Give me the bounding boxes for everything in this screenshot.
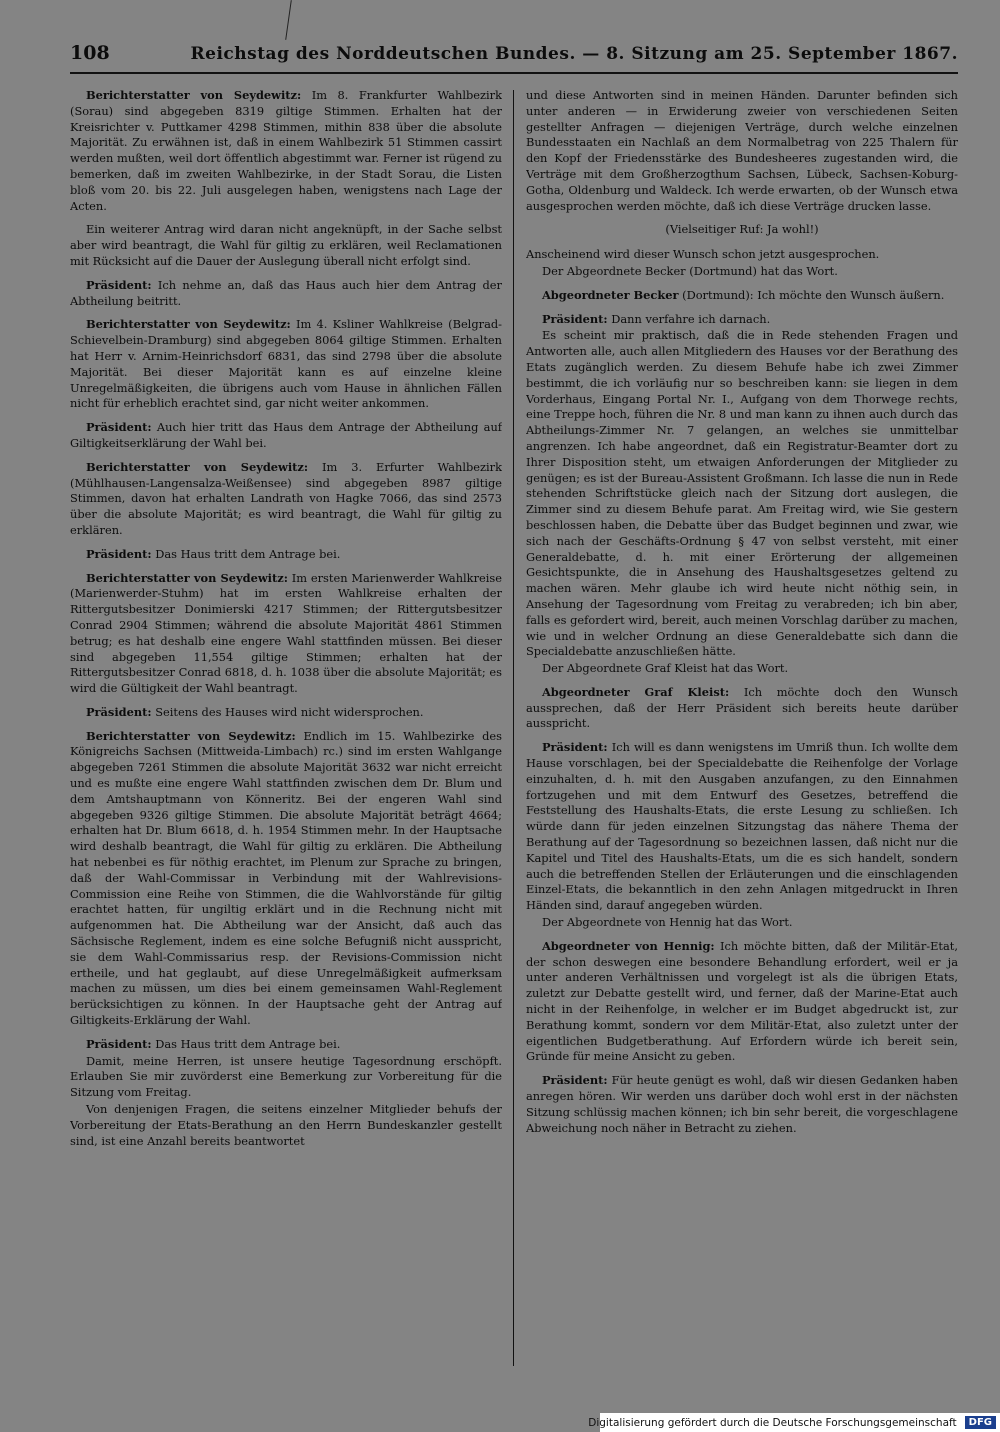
paragraph — [70, 317, 502, 412]
paragraph-text: Von denjenigen Fragen, die seitens einzelner Mitglieder behufs der Vorbereitung der Etats-Berathung an den Herrn Bundeskanzler gestellt sind, ist eine Anzahl bereits beantwortet — [70, 1102, 502, 1148]
column-divider — [513, 90, 514, 1366]
speaker-name: Abgeordneter Graf Kleist: — [541, 684, 730, 699]
paragraph-text: Ich möchte bitten, daß der Militär-Etat, der schon deswegen eine besondere Behandlung erfordert, weil er ja unter anderen Verhältnissen und vorgelegt ist als die übrigen Etats, zuletzt zur Debatte gestellt wird, und ferner, daß der Marine-Etat auch nicht in der Reihenfolge, in welcher er im Budget abgedruckt ist, zur Berathung kommt, sondern vor dem Militär-Etat, also zuletzt unter der eigentlichen Budgetberathung. Auf Erfordern würde ich bereit sein, Gründe für meine Ansicht zu geben. — [526, 938, 958, 1064]
paragraph-text: Seitens des Hauses wird nicht widersprochen. — [151, 704, 424, 719]
paragraph — [70, 1054, 502, 1101]
paragraph — [70, 1102, 502, 1149]
dfg-credit-text: Digitalisierung gefördert durch die Deutsche Forschungsgemeinschaft — [588, 1416, 957, 1429]
page-number: 108 — [70, 42, 110, 64]
speaker-name: Berichterstatter von Seydewitz: — [85, 728, 296, 743]
paragraph-text: Im ersten Marienwerder Wahlkreise (Marienwerder-Stuhm) hat im ersten Wahlkreise erhalten der Rittergutsbesitzer Donimierski 4217 Stimmen; der Rittergutsbesitzer Conrad 2904 Stimmen; während die absolute Majorität 4861 Stimmen betrug; es hat deshalb eine engere Wahl stattfinden müssen. Bei dieser sind abgegeben 11,554 giltige Stimmen; erhalten hat der Rittergutsbesitzer Conrad 6818, d. h. 1038 über die absolute Majorität; es wird die Gültigkeit der Wahl beantragt. — [70, 570, 502, 696]
speaker-name: Präsident: — [541, 311, 608, 326]
paragraph-text: (Dortmund): Ich möchte den Wunsch äußern. — [678, 287, 945, 302]
paragraph — [526, 88, 958, 214]
speaker-name: Präsident: — [85, 277, 152, 292]
paragraph — [70, 571, 502, 697]
speaker-name: Abgeordneter von Hennig: — [541, 938, 715, 953]
dfg-footer — [588, 1413, 1000, 1432]
paragraph — [526, 328, 958, 660]
paragraph — [70, 278, 502, 310]
paragraph — [70, 460, 502, 539]
speaker-name: Präsident: — [85, 420, 152, 435]
paragraph — [526, 740, 958, 914]
paragraph — [526, 222, 958, 238]
right-column — [526, 88, 958, 1368]
paragraph-text: Auch hier tritt das Haus dem Antrage der Abtheilung auf Giltigkeitserklärung der Wahl bei. — [70, 420, 502, 450]
paragraph-text: Im 4. Ksliner Wahlkreise (Belgrad-Schievelbein-Dramburg) sind abgegeben 8064 giltige Stimmen. Erhalten hat Herr v. Arnim-Heinrichsdorf 6831, das sind 2798 über die absolute Majorität. Bei dieser Majorität kann es auf einzelne kleine Unregelmäßigkeiten, die übrigens auch vom Hause in ähnlichen Fällen nicht für erheblich erachtet sind, gar nicht weiter ankommen. — [70, 317, 502, 411]
speaker-name: Präsident: — [85, 546, 152, 561]
paragraph-text: Damit, meine Herren, ist unsere heutige Tagesordnung erschöpft. Erlauben Sie mir zuvörderst eine Bemerkung zur Vorbereitung für die Sitzung vom Freitag. — [70, 1053, 502, 1100]
paragraph — [70, 1037, 502, 1053]
left-column — [70, 88, 502, 1368]
paragraph-text: Ich möchte doch den Wunsch aussprechen, daß der Herr Präsident sich bereits heute darüber ausspricht. — [526, 684, 958, 731]
speaker-name: Berichterstatter von Seydewitz: — [85, 88, 302, 102]
paragraph-text: Im 3. Erfurter Wahlbezirk (Mühlhausen-Langensalza-Weißensee) sind abgegeben 8987 giltige Stimmen, davon hat erhalten Landrath von Hagke 7066, das sind 2573 über die absolute Majorität; es wird beantragt, die Wahl für giltig zu erklären. — [70, 459, 502, 537]
paragraph — [526, 312, 958, 328]
paragraph-text: und diese Antworten sind in meinen Händen. Darunter befinden sich unter anderen — in Erwiderung zweier von verschiedenen Seiten gestellter Anfragen — diejenigen Verträge, durch welche einzelnen Bundesstaaten ein Nachlaß an dem Normalbetrag von 225 Thalern für den Kopf der Friedensstärke des Bundesheeres zugestanden wird, die Verträge mit dem Großherzogthum Sachsen, Lübeck, Sachsen-Koburg-Gotha, Oldenburg und Waldeck. Ich werde erwarten, ob der Wunsch etwa ausgesprochen werden möchte, daß ich diese Verträge drucken lasse. — [526, 88, 958, 213]
paragraph — [70, 547, 502, 563]
paragraph-text: Im 8. Frankfurter Wahlbezirk (Sorau) sind abgegeben 8319 giltige Stimmen. Erhalten hat der Kreisrichter v. Puttkamer 4298 Stimmen, mithin 838 über die absolute Majorität. Zu erwähnen ist, daß in einem Wahlbezirk 51 Stimmen cassirt werden mußten, weil dort öffentlich abgestimmt war. Ferner ist rügend zu bemerken, daß im zweiten Wahlbezirke, in der Stadt Sorau, die Listen bloß vom 20. bis 22. Juli ausgelegen haben, wenigstens nach Lage der Acten. — [70, 88, 502, 213]
speaker-name: Präsident: — [85, 1036, 152, 1051]
paragraph-text: Der Abgeordnete Graf Kleist hat das Wort. — [541, 661, 789, 676]
paragraph — [70, 729, 502, 1029]
dfg-logo: DFG — [965, 1416, 996, 1429]
paragraph — [526, 1073, 958, 1136]
paragraph-text: Das Haus tritt dem Antrage bei. — [151, 546, 341, 561]
paragraph — [526, 685, 958, 732]
paragraph-text: Ich nehme an, daß das Haus auch hier dem Antrag der Abtheilung beitritt. — [70, 277, 502, 308]
paragraph-text: Ein weiterer Antrag wird daran nicht angeknüpft, in der Sache selbst aber wird beantragt, die Wahl für giltig zu erklären, weil Reclamationen mit Rücksicht auf die Dauer der Auslegung überall nicht erfolgt sind. — [70, 222, 502, 268]
paragraph-text: Der Abgeordnete von Hennig hat das Wort. — [541, 915, 793, 930]
paragraph — [526, 661, 958, 677]
paragraph — [70, 222, 502, 269]
paragraph-text: Der Abgeordnete Becker (Dortmund) hat das Wort. — [541, 263, 838, 278]
paragraph-text: Ich will es dann wenigstens im Umriß thun. Ich wollte dem Hause vorschlagen, bei der Specialdebatte die Reihenfolge der Vorlage einzuhalten, d. h. mit den Ausgaben anzufangen, zu den Einnahmen fortzugehen und mit dem Entwurf des Gesetzes, betreffend die Feststellung des Haushalts-Etats, die erste Lesung zu schließen. Ich würde dann für jeden einzelnen Sitzungstag das nähere Thema der Berathung auf der Tagesordnung so bezeichnen lassen, daß nicht nur die Kapitel und Titel des Haushalts-Etats, um die es sich handelt, sondern auch die betreffenden Stellen der Erläuterungen und die einschlagenden Einzel-Etats, die bekanntlich in den zehn Anlagen mitgedruckt in Ihren Händen sind, darauf angegeben würden. — [526, 740, 958, 913]
paragraph — [526, 264, 958, 280]
speaker-name: Präsident: — [541, 1073, 608, 1088]
paragraph — [526, 915, 958, 931]
running-title: Reichstag des Norddeutschen Bundes. — 8. Sitzung am 25. September 1867. — [190, 44, 958, 64]
paragraph — [70, 88, 502, 214]
paragraph-text: Dann verfahre ich darnach. — [607, 311, 771, 326]
paragraph — [526, 939, 958, 1065]
paragraph-text: Anscheinend wird dieser Wunsch schon jetzt ausgesprochen. — [526, 247, 880, 262]
speaker-name: Präsident: — [85, 704, 152, 719]
page-header — [70, 42, 958, 74]
speaker-name: Präsident: — [541, 740, 608, 755]
speaker-name: Abgeordneter Becker — [541, 287, 679, 302]
speaker-name: Berichterstatter von Seydewitz: — [85, 459, 309, 474]
paper-crease — [285, 0, 292, 40]
speaker-name: Berichterstatter von Seydewitz: — [85, 317, 291, 332]
paragraph — [526, 247, 958, 263]
paragraph — [70, 420, 502, 452]
paragraph-text: Für heute genügt es wohl, daß wir diesen Gedanken haben anregen hören. Wir werden uns darüber doch wohl erst in der nächsten Sitzung schlüssig machen können; ich bin sehr bereit, die vorgeschlagene Abweichung noch näher in Betracht zu ziehen. — [526, 1073, 958, 1135]
paragraph — [70, 705, 502, 721]
paragraph — [526, 288, 958, 304]
paragraph-text: Es scheint mir praktisch, daß die in Rede stehenden Fragen und Antworten alle, auch allen Mitgliedern des Hauses vor der Berathung des Etats zugänglich werden. Zu diesem Behufe habe ich zwei Zimmer bestimmt, die ich vorläufig nur so beschreiben kann: sie liegen in dem Vorderhaus, Eingang Portal Nr. I., Aufgang von dem Thorwege rechts, eine Treppe hoch, führen die Nr. 8 und man kann zu ihnen auch durch das Abtheilungs-Zimmer Nr. 7 gelangen, an welches sie unmittelbar angrenzen. Ich habe angeordnet, daß ein Registratur-Beamter dort zu Ihrer Disposition steht, um etwaigen Anforderungen der Mitglieder zu genügen; es ist der Bureau-Assistent Großmann. Ich lasse die nun in Rede stehenden Schriftstücke gleich nach der Sitzung dort auslegen, die Zimmer sind zu diesem Behufe parat. Am Freitag wird, wie Sie gestern beschlossen haben, die Debatte über das Budget beginnen und zwar, wie sich nach der Geschäfts-Ordnung § 47 von selbst versteht, mit einer Generaldebatte, d. h. mit einer Erörterung der allgemeinen Gesichtspunkte, die in Ansehung des Haushaltsgesetzes geltend zu machen wären. Mehr glaube ich wird heute nicht nöthig sein, in Ansehung der Tagesordnung vom Freitag zu verabreden; ich bin aber, falls es gefordert wird, bereit, auch meinen Vorschlag darüber zu machen, wie und in welcher Ordnung an diese Generaldebatte sich dann die Specialdebatte anzuschließen hätte. — [526, 328, 958, 659]
paragraph-text: Das Haus tritt dem Antrage bei. — [151, 1036, 341, 1051]
paragraph-text: (Vielseitiger Ruf: Ja wohl!) — [665, 222, 819, 237]
speaker-name: Berichterstatter von Seydewitz: — [85, 570, 288, 585]
paragraph-text: Endlich im 15. Wahlbezirke des Königreichs Sachsen (Mittweida-Limbach) rc.) sind im ersten Wahlgange abgegeben 7261 Stimmen die absolute Majorität 3632 war nicht erreicht und es mußte eine engere Wahl stattfinden zwischen dem Dr. Blum und dem Amtshauptmann von Könneritz. Bei der engeren Wahl sind abgegeben 9326 giltige Stimmen. Die absolute Majorität beträgt 4664; erhalten hat Dr. Blum 6618, d. h. 1954 Stimmen mehr. In der Hauptsache wird deshalb beantragt, die Wahl für giltig zu erklären. Die Abtheilung hat nebenbei es für nöthig erachtet, im Plenum zur Sprache zu bringen, daß der Wahl-Commissar in Verbindung mit der Wahlrevisions-Commission eine Reihe von Stimmen, die die Wahlvorstände für giltig erachtet hatten, für ungiltig erklärt und in die Rechnung nicht mit aufgenommen hat. Die Abtheilung war der Ansicht, daß auch das Sächsische Reglement, indem es eine solche Befugniß nicht ausspricht, sie dem Wahl-Commissarius resp. der Revisions-Commission nicht ertheile, und hat geglaubt, auf diese Unregelmäßigkeit aufmerksam machen zu müssen, um dies bei einem gemeinsamen Wahl-Reglement berücksichtigen zu können. In der Hauptsache geht der Antrag auf Giltigkeits-Erklärung der Wahl. — [70, 728, 502, 1028]
